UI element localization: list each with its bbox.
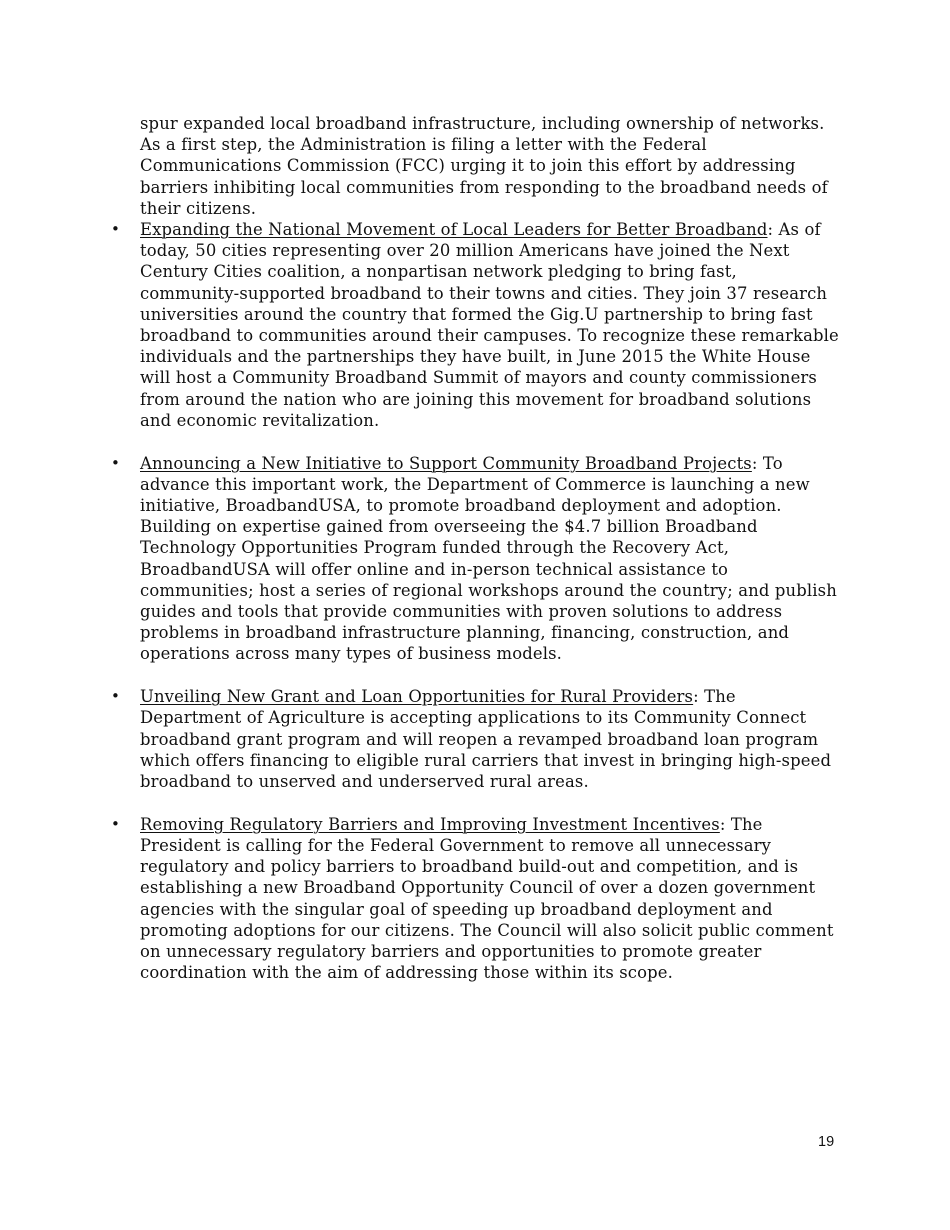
bullet-item <box>0 219 840 431</box>
bullet-item <box>0 453 840 665</box>
bullet-icon: • <box>111 814 120 833</box>
bullet-heading: Expanding the National Movement of Local Leaders for Better Broadband <box>140 220 768 239</box>
bullet-heading: Announcing a New Initiative to Support Community Broadband Projects <box>140 453 752 473</box>
bullet-list <box>0 219 950 1005</box>
bullet-heading: Unveiling New Grant and Loan Opportunities for Rural Providers <box>140 687 694 707</box>
bullet-item <box>0 814 840 984</box>
bullet-body: : The President is calling for the Federal Government to remove all unnecessary regulatory and policy barriers to broadband build-out and competition, and is establishing a new Broadband Opportunity Council of over a dozen government agencies with the singular goal of speeding up broadband deployment and promoting adoptions for our citizens. The Council will also solicit public comment on unnecessary regulatory barriers and opportunities to promote greater coordination with the aim of addressing those within its scope. <box>140 814 834 983</box>
bullet-icon: • <box>111 453 120 472</box>
bullet-icon: • <box>111 687 120 706</box>
bullet-body: : To advance this important work, the Department of Commerce is launching a new initiative, BroadbandUSA, to promote broadband deployment and adoption. Building on expertise gained from overseeing the $4.7 billion Broadband Technology Opportunities Program funded through the Recovery Act, BroadbandUSA will offer online and in-person technical assistance to communities; host a series of regional workshops around the country; and publish guides and tools that provide communities with proven solutions to address problems in broadband infrastructure planning, financing, construction, and operations across many types of business models. <box>140 453 837 664</box>
page-number: 19 <box>818 1134 835 1150</box>
bullet-body: : As of today, 50 cities representing over 20 million Americans have joined the Next Century Cities coalition, a nonpartisan network pledging to bring fast, community-supported broadband to their towns and cities. They join 37 research universities around the country that formed the Gig.U partnership to bring fast broadband to communities around their campuses. To recognize these remarkable individuals and the partnerships they have built, in June 2015 the White House will host a Community Broadband Summit of mayors and county commissioners from around the nation who are joining this movement for broadband solutions and economic revitalization. <box>140 220 839 430</box>
bullet-item <box>0 686 840 792</box>
bullet-icon: • <box>111 220 120 238</box>
intro-paragraph: spur expanded local broadband infrastructure, including ownership of networks. As a first step, the Administration is filing a letter with the Federal Communications Commission (FCC) urging it to join this effort by addressing barriers inhibiting local communities from responding to the broadband needs of their citizens. <box>140 114 828 218</box>
bullet-body: : The Department of Agriculture is accepting applications to its Community Connect broadband grant program and will reopen a revamped broadband loan program which offers financing to eligible rural carriers that invest in bringing high-speed broadband to unserved and underserved rural areas. <box>140 687 832 792</box>
bullet-heading: Removing Regulatory Barriers and Improving Investment Incentives <box>140 814 720 834</box>
